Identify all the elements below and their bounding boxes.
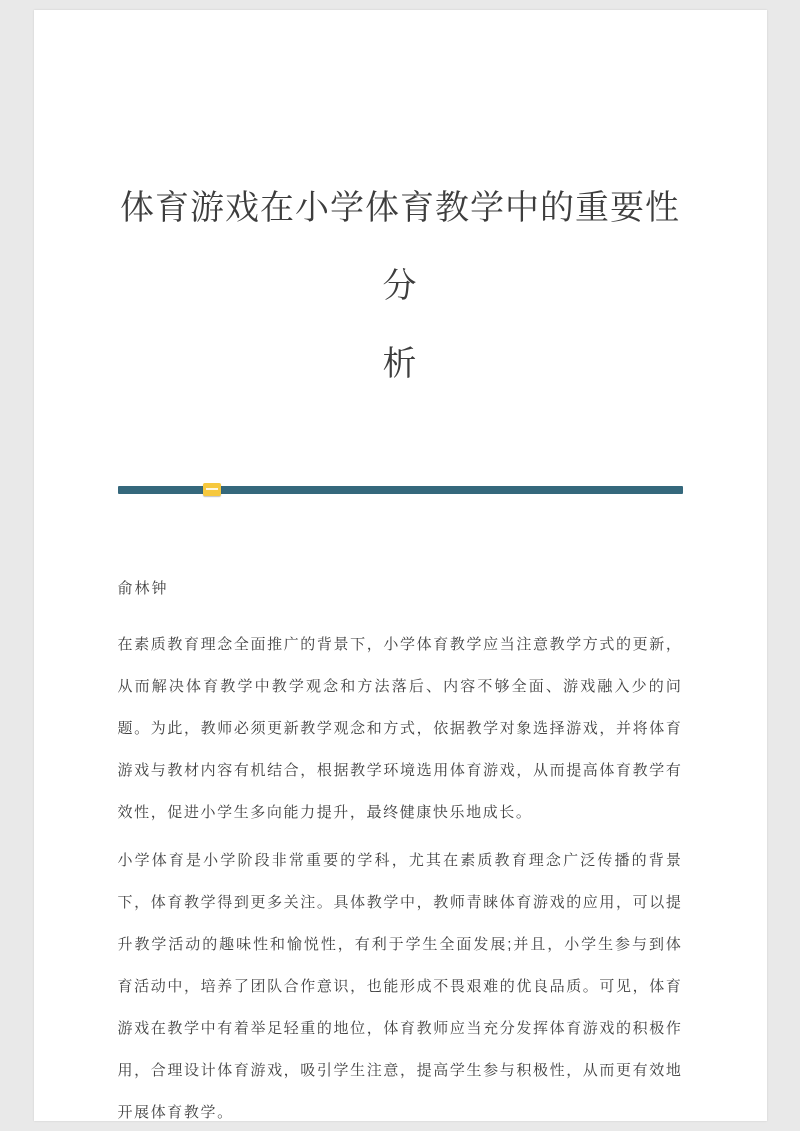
document-title-line-2: 析 [382,346,418,383]
paragraph: 小学体育是小学阶段非常重要的学科，尤其在素质教育理念广泛传播的背景下，体育教学得到更多关注。具体教学中，教师青睐体育游戏的应用，可以提升教学活动的趣味性和愉悦性，有利于学生全面发展;并且，小学生参与到体育活动中，培养了团队合作意识，也能形成不畏艰难的优良品质。可见，体育游戏在教学中有着举足轻重的地位，体育教师应当充分发挥体育游戏的积极作用，合理设计体育游戏，吸引学生注意，提高学生参与积极性，从而更有效地开展体育教学。 [117,852,683,1121]
divider-bar [118,486,683,494]
document-page [34,10,767,1121]
note-icon [203,483,221,496]
paragraph: 在素质教育理念全面推广的背景下，小学体育教学应当注意教学方式的更新，从而解决体育教学中教学观念和方法落后、内容不够全面、游戏融入少的问题。为此，教师必须更新教学观念和方式，依据教学对象选择游戏，并将体育游戏与教材内容有机结合，根据教学环境选用体育游戏，从而提高体育教学有效性，促进小学生多向能力提升，最终健康快乐地成长。 [117,636,683,821]
document-title-line-1: 体育游戏在小学体育教学中的重要性分 [120,190,680,305]
document-body [118,624,683,1131]
document-title [118,10,683,404]
author-name: 俞林钟 [117,580,169,597]
